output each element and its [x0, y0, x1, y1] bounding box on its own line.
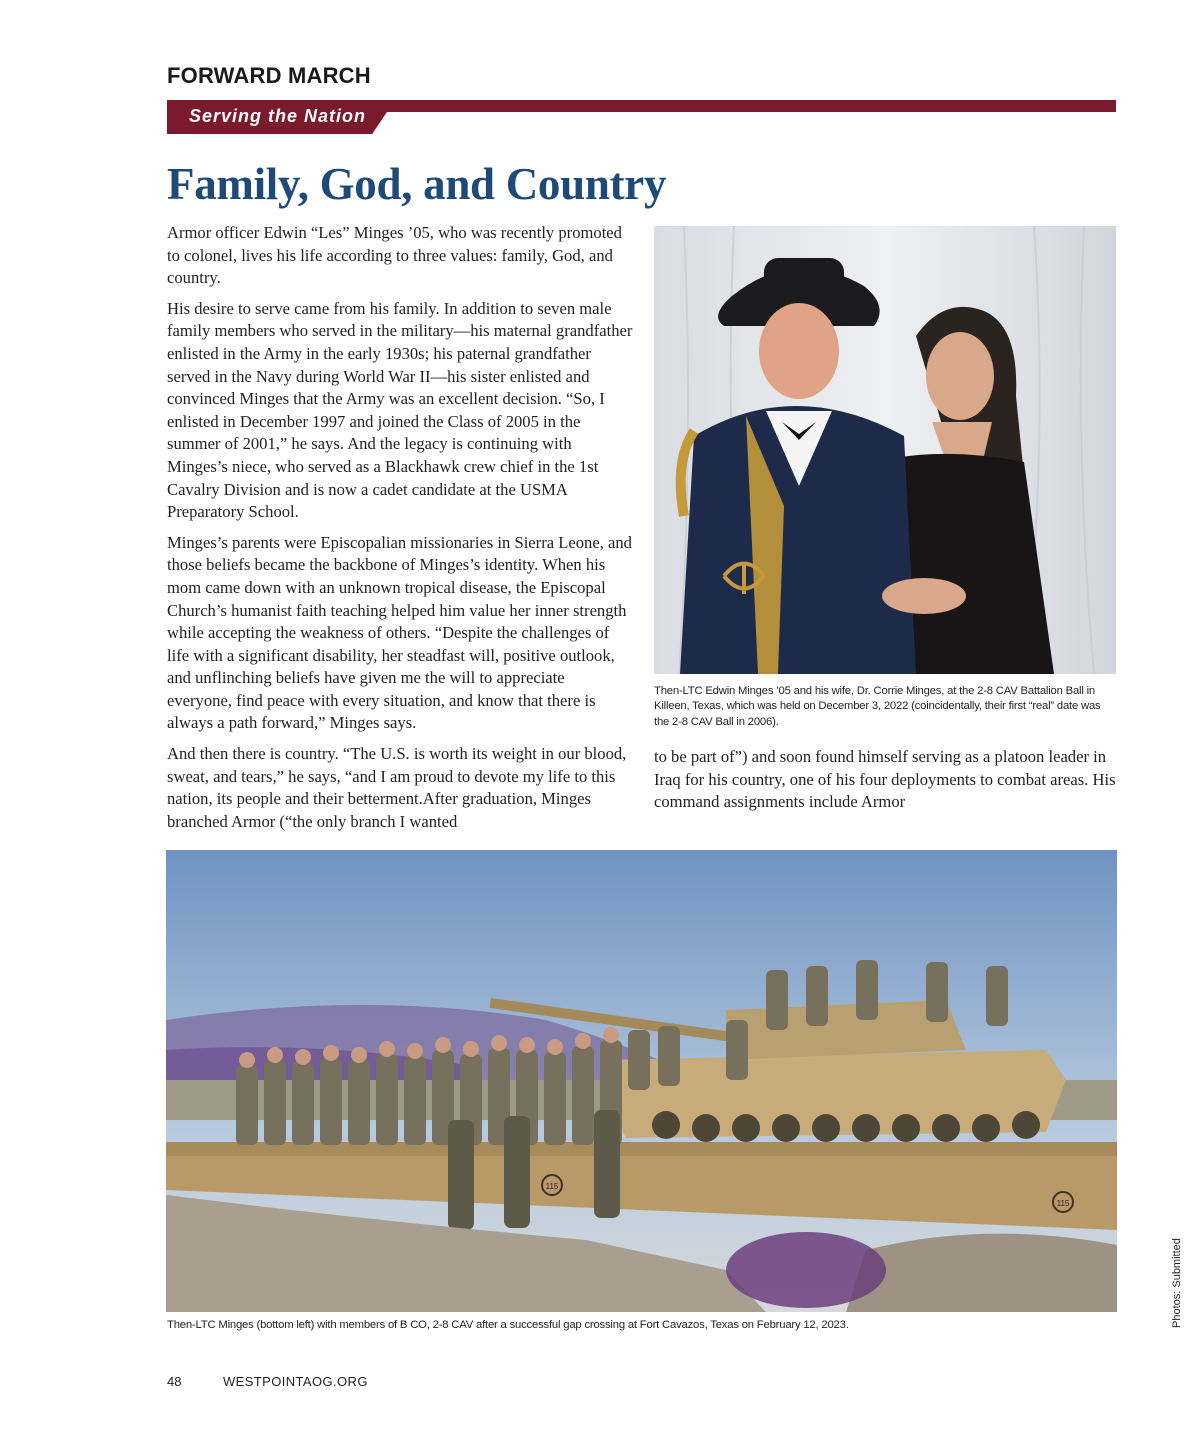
article-body-right	[654, 746, 1116, 814]
portrait-illustration	[654, 226, 1116, 674]
tank-marking-115: 115	[545, 1182, 559, 1191]
tank-marking-115-right: 115	[1056, 1199, 1070, 1208]
page-number: 48	[167, 1374, 182, 1389]
photo-credit: Photos: Submitted	[1171, 1238, 1183, 1328]
portrait-caption: Then-LTC Edwin Minges ’05 and his wife, Dr. Corrie Minges, at the 2-8 CAV Battalion Ball in Killeen, Texas, which was held on December 3, 2022 (coincidentally, their first “real” date was the 2-8 CAV Ball in 2006).	[654, 685, 1101, 728]
portrait-photo	[654, 226, 1116, 674]
banner-title: Serving the Nation	[189, 106, 367, 126]
footer-site: WESTPOINTAOG.ORG	[223, 1374, 368, 1389]
article-paragraph: Armor officer Edwin “Les” Minges ’05, who was recently promoted to colonel, lives his life according to three values: family, God, and country.	[167, 223, 622, 288]
article-paragraph: And then there is country. “The U.S. is worth its weight in our blood, sweat, and tears,” he says, “and I am proud to devote my life to this nation, its people and their betterment.After graduation, Minges branched Armor (“the only branch I wanted	[167, 744, 627, 831]
article-paragraph: His desire to serve came from his family. In addition to seven male family members who served in the military—his maternal grandfather enlisted in the Army in the early 1930s; his paternal grandfather served in the Navy during World War II—his sister enlisted and convinced Minges that the Army was an excellent decision. “So, I enlisted in December 1997 and joined the Class of 2005 in the summer of 2001,” he says. And the legacy is continuing with Minges’s niece, who served as a Blackhawk crew chief in the 1st Cavalry Division and is now a cadet candidate at the USMA Preparatory School.	[167, 298, 633, 522]
group-illustration	[166, 850, 1117, 1312]
article-title: Family, God, and Country	[167, 159, 667, 209]
article-paragraph: Minges’s parents were Episcopalian missionaries in Sierra Leone, and those beliefs became the backbone of Minges’s identity. When his mom came down with an unknown tropical disease, the Episcopal Church’s humanist faith teaching helped him value her inner strength while accepting the weakness of others. “Despite the challenges of life with a significant disability, her steadfast will, positive outlook, and unflinching beliefs have given me the will to appreciate everyone, find peace with every situation, and know that there is always a path forward,” Minges says.	[167, 532, 632, 733]
group-photo	[166, 850, 1117, 1312]
section-label: FORWARD MARCH	[167, 63, 371, 88]
article-body-left	[167, 222, 633, 841]
group-caption: Then-LTC Minges (bottom left) with members of B CO, 2-8 CAV after a successful gap crossing at Fort Cavazos, Texas on February 12, 2023.	[167, 1319, 849, 1331]
article-continuation: to be part of”) and soon found himself serving as a platoon leader in Iraq for his country, one of his four deployments to combat areas. His command assignments include Armor	[654, 747, 1116, 812]
